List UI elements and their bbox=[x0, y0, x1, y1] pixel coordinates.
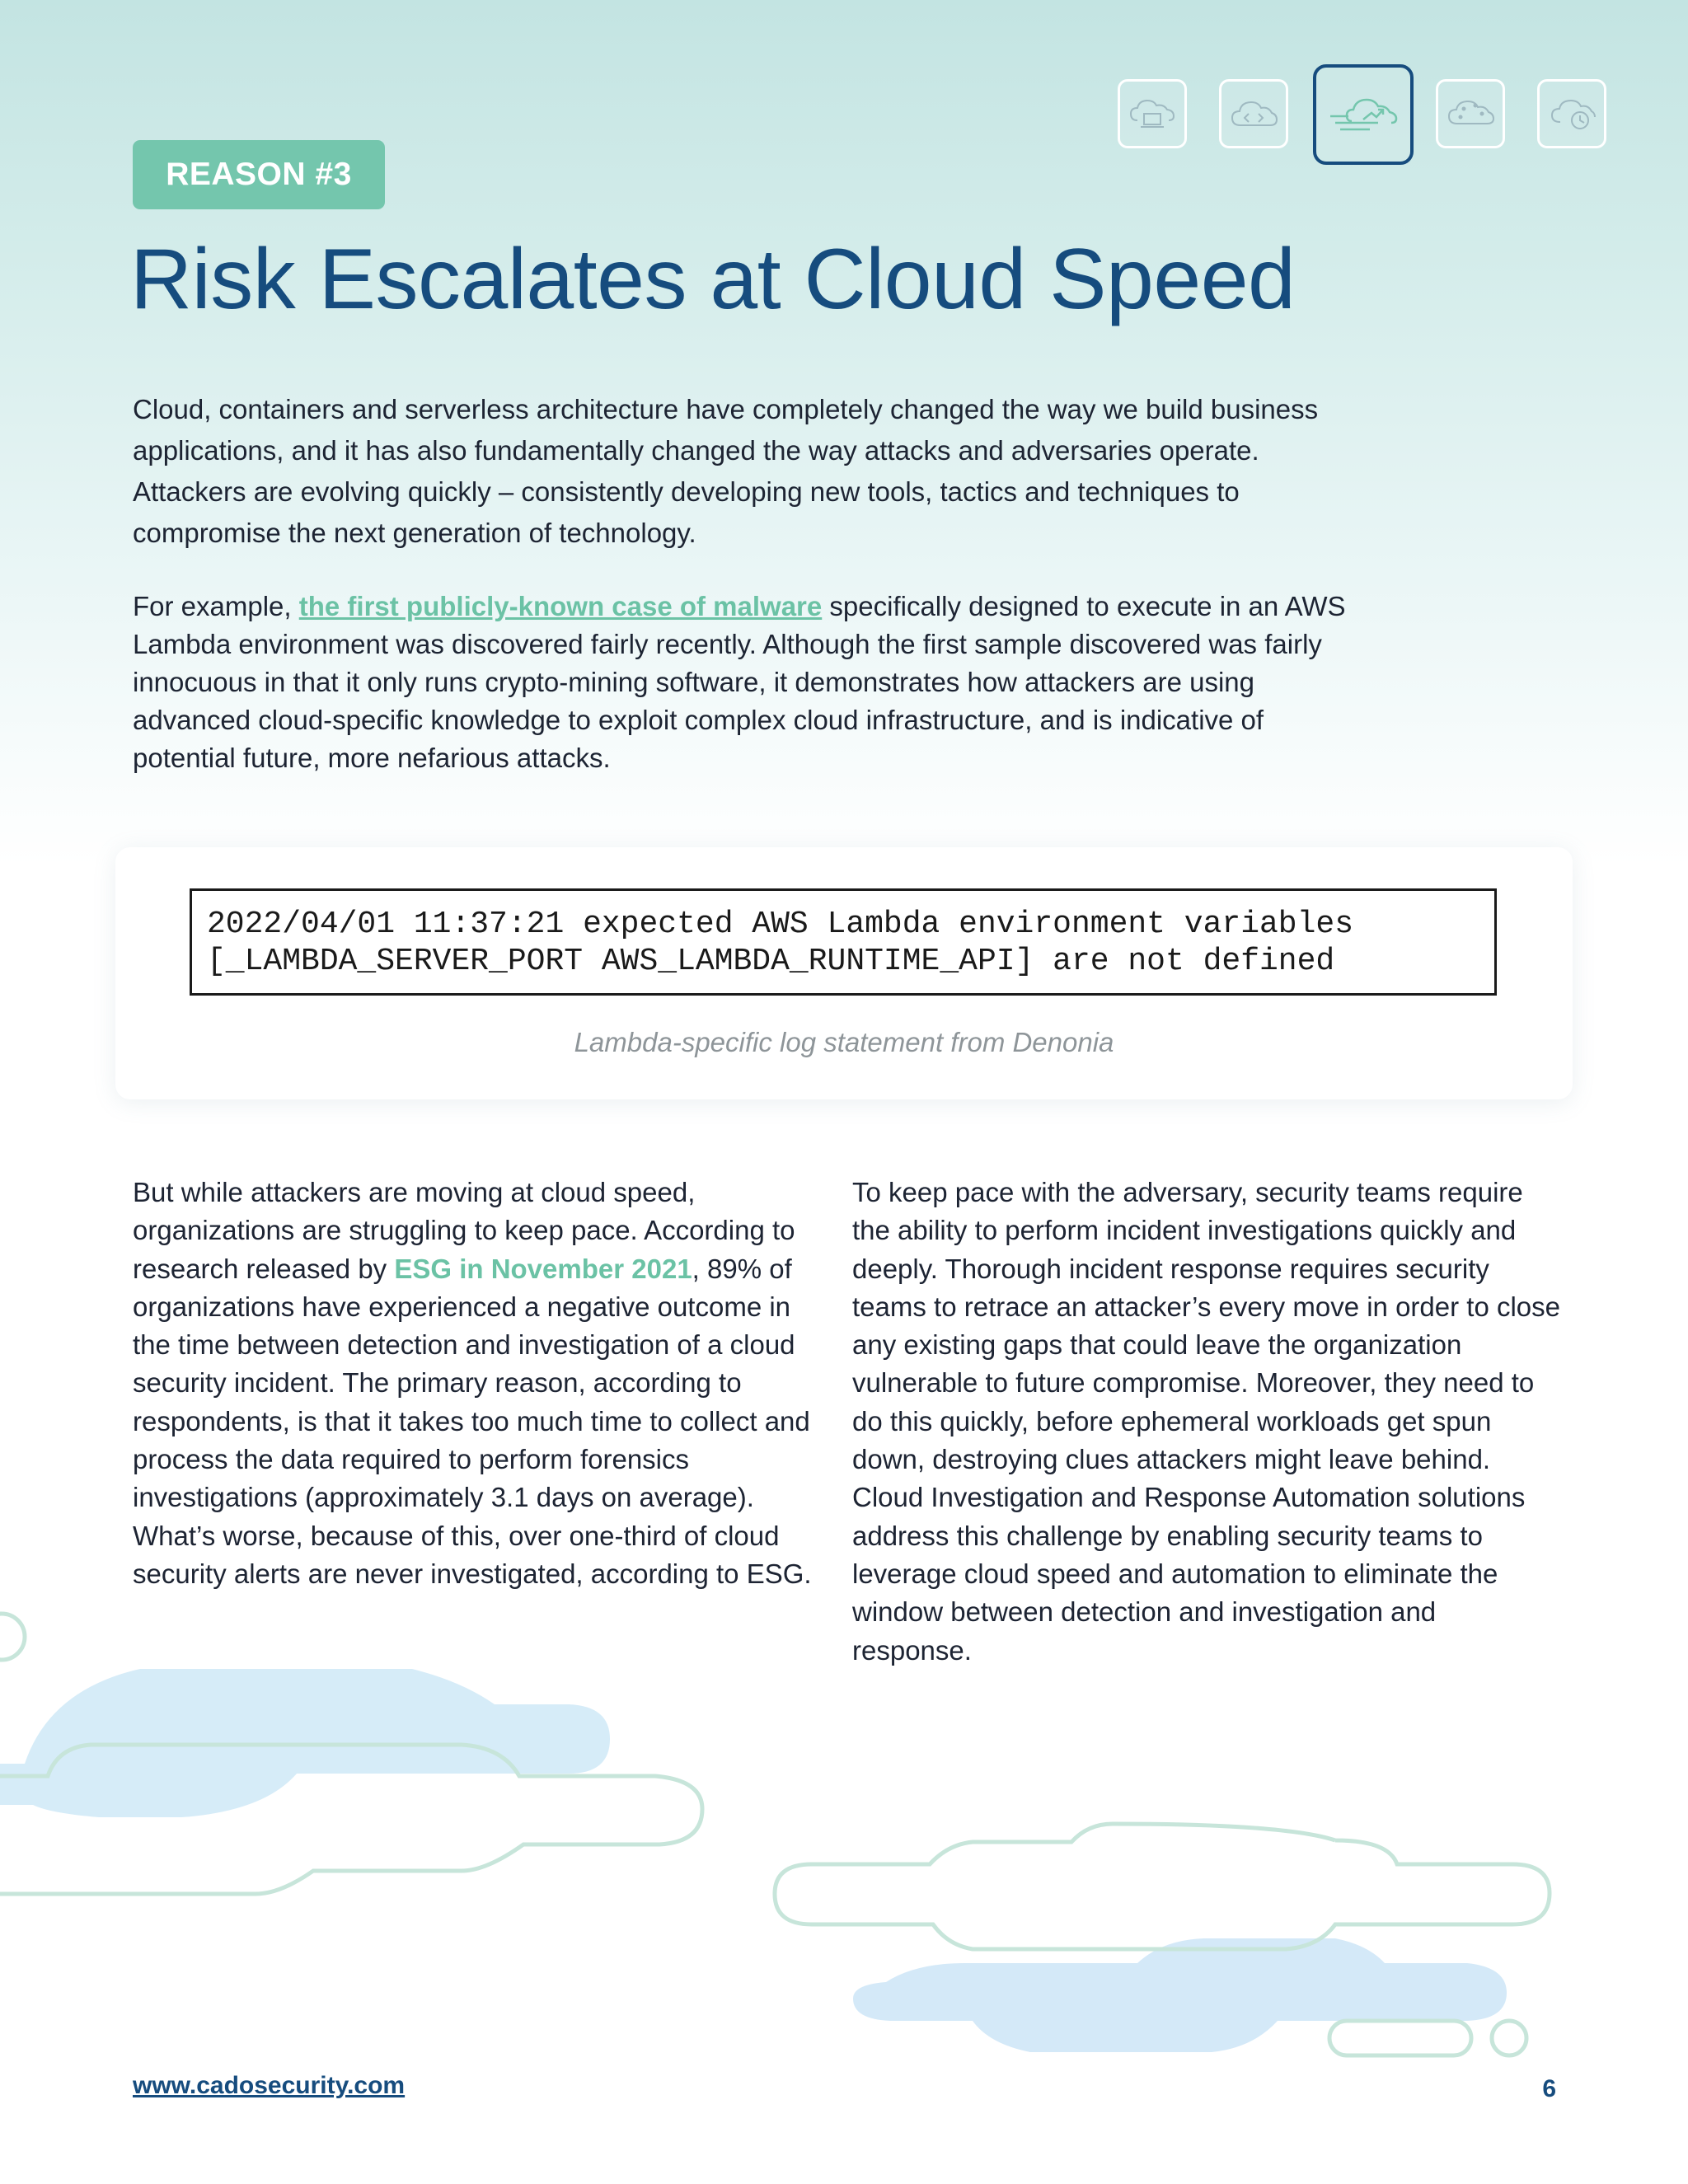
right-column-text: To keep pace with the adversary, security teams require the ability to perform incident investigations quickly and deeply. Thorough incident response requires security teams to retrace an attacker’s every move in order to close any existing gaps that could leave the organization vulnerable to future compromise. Moreover, they need to do this quickly, before ephemeral workloads get spun down, destroying clues attackers might leave behind. Cloud Investigation and Response Automation solutions address this challenge by enabling security teams to leverage cloud speed and automation to eliminate the window between detection and investigation and response. bbox=[852, 1177, 1560, 1666]
left-small-circle bbox=[0, 1614, 25, 1660]
malware-case-link[interactable]: the first publicly-known case of malware bbox=[298, 591, 823, 621]
nav-cloud-speed[interactable] bbox=[1313, 64, 1414, 165]
left-column-start: But while attackers are moving at cloud speed, organizations are struggling to keep pace. According to research released by bbox=[133, 1177, 795, 1284]
log-line-2: [_LAMBDA_SERVER_PORT AWS_LAMBDA_RUNTIME_API] are not defined bbox=[207, 944, 1335, 979]
left-column-text bbox=[133, 1174, 833, 1593]
nav-cloud-laptop[interactable] bbox=[1118, 79, 1187, 148]
intro-paragraph-2-start: For example, bbox=[133, 591, 299, 621]
cloud-speed-icon bbox=[1327, 90, 1400, 139]
right-cloud-fill bbox=[853, 1938, 1507, 2052]
cloud-clock-icon bbox=[1547, 96, 1597, 132]
reason-label: REASON #3 bbox=[166, 157, 352, 192]
reason-badge bbox=[133, 140, 385, 209]
left-cloud-outline bbox=[0, 1745, 702, 1894]
left-cloud-fill bbox=[0, 1669, 610, 1817]
cloud-code-icon bbox=[1229, 96, 1278, 132]
right-cloud-outline bbox=[775, 1824, 1550, 1949]
esg-highlight: ESG in November 2021 bbox=[394, 1253, 692, 1284]
log-example-card bbox=[115, 847, 1573, 1099]
nav-cloud-network[interactable] bbox=[1436, 79, 1505, 148]
log-line-1: 2022/04/01 11:37:21 expected AWS Lambda environment variables bbox=[207, 907, 1354, 942]
nav-cloud-clock[interactable] bbox=[1537, 79, 1606, 148]
cloud-laptop-icon bbox=[1128, 96, 1177, 132]
left-column-end: , 89% of organizations have experienced a negative outcome in the time between detection and investigation of a cloud security incident. The primary reason, according to respondents, is that it takes too much time to collect and process the data required to perform forensics investigations (approximately 3.1 days on average). What’s worse, because of this, over one-third of cloud security alerts are never investigated, according to ESG. bbox=[133, 1253, 812, 1589]
page-number: 6 bbox=[1542, 2075, 1556, 2102]
log-statement-box bbox=[190, 888, 1497, 996]
log-caption: Lambda-specific log statement from Denonia bbox=[574, 1027, 1114, 1057]
nav-cloud-code[interactable] bbox=[1219, 79, 1288, 148]
footer-website-link[interactable]: www.cadosecurity.com bbox=[133, 2072, 406, 2099]
right-small-circle bbox=[1492, 2021, 1526, 2055]
intro-paragraph-2-end: specifically designed to execute in an AWS Lambda environment was discovered fairly recently. Although the first sample discovered was fairly innocuous in that it only runs crypto-mining software, it demonstrates how attackers are using advanced cloud-specific knowledge to exploit complex cloud infrastructure, and is indicative of potential future, more nefarious attacks. bbox=[133, 591, 1346, 773]
right-pill-outline bbox=[1329, 2021, 1471, 2055]
intro-paragraph-2 bbox=[133, 588, 1369, 777]
page-title: Risk Escalates at Cloud Speed bbox=[130, 232, 1296, 327]
cloud-network-icon bbox=[1446, 96, 1495, 132]
intro-paragraph-1: Cloud, containers and serverless architecture have completely changed the way we build business applications, and it has also fundamentally changed the way attacks and adversaries operate. Attackers are evolving quickly – consistently developing new tools, tactics and techniques to compromise the next generation of technology. bbox=[133, 394, 1319, 548]
